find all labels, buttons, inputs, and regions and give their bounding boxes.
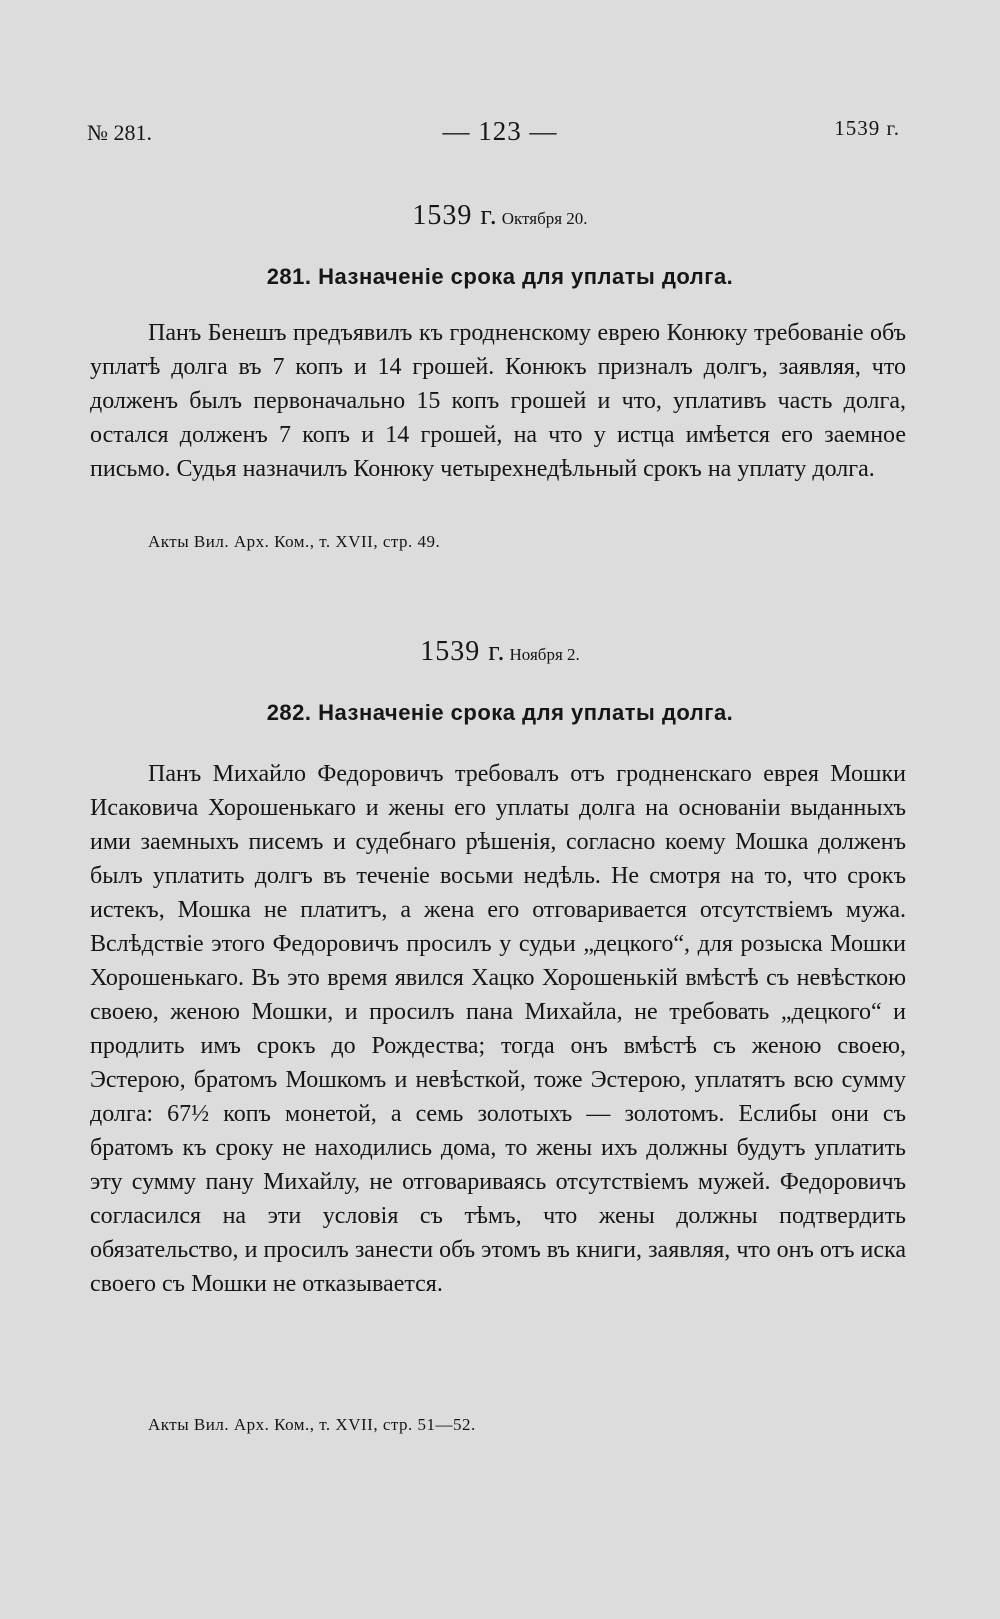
doc-281-source: Акты Вил. Арх. Ком., т. XVII, стр. 49. [148,532,441,551]
doc-281-date-month: Октября 20. [501,209,588,228]
header-year: 1539 г. [834,116,900,140]
running-header [0,116,1000,156]
doc-281-date [0,200,1000,232]
doc-282-title: 282. Назначенiе срока для уплаты долга. [266,700,734,725]
doc-282-source: Акты Вил. Арх. Ком., т. XVII, стр. 51—52. [148,1415,476,1434]
doc-281-text: Панъ Бенешъ предъявилъ къ гродненскому еврею Конюку требованiе объ уплатѣ долга въ 7 копъ и 14 грошей. Конюкъ призналъ долгъ, заявляя, что долженъ былъ первоначально 15 копъ грошей и что, уплативъ часть долга, остался долженъ 7 копъ и 14 грошей, на что у истца имѣется его заемное письмо. Судья назначилъ Конюку четырехнедѣльный срокъ на уплату долга. [90,320,906,482]
doc-282-date-year: 1539 г. [420,636,506,667]
doc-282-date [0,636,1000,668]
doc-281-title: 281. Назначенiе срока для уплаты долга. [266,264,734,289]
doc-281-date-year: 1539 г. [412,200,498,231]
header-page-number: — 123 — [442,116,558,146]
doc-282-text: Панъ Михайло Федоровичъ требовалъ отъ гродненскаго еврея Мошки Исаковича Хорошенькаго и жены его уплаты долга на основанiи выданныхъ ими заемныхъ писемъ и судебнаго рѣшенiя, согласно коему Мошка долженъ былъ уплатить долгъ въ теченiе восьми недѣль. Не смотря на то, что срокъ истекъ, Мошка не платитъ, а жена его отговаривается отсутствiемъ мужа. Вслѣдствiе этого Федоровичъ просилъ у судьи „децкого“, для розыска Мошки Хорошенькаго. Въ это время явился Хацко Хорошенькiй вмѣстѣ съ невѣсткою своею, женою Мошки, и просилъ пана Михайла, не требовать „децкого“ и продлить имъ срокъ до Рождества; тогда онъ вмѣстѣ съ женою своею, Эстерою, братомъ Мошкомъ и невѣсткой, тоже Эстерою, уплатятъ всю сумму долга: 67½ копъ монетой, а семь золотыхъ — золотомъ. Еслибы они съ братомъ къ сроку не находились дома, то жены ихъ должны будутъ уплатить эту сумму пану Михайлу, не отговариваясь отсутствiемъ мужей. Федоровичъ согласился на эти условiя съ тѣмъ, что жены должны подтвердить обязательство, и просилъ занести объ этомъ въ книги, заявляя, что онъ отъ иска своего съ Мошки не отказывается. [90,761,906,1297]
doc-282-date-month: Ноября 2. [509,645,580,664]
header-doc-number: № 281. [87,120,152,145]
